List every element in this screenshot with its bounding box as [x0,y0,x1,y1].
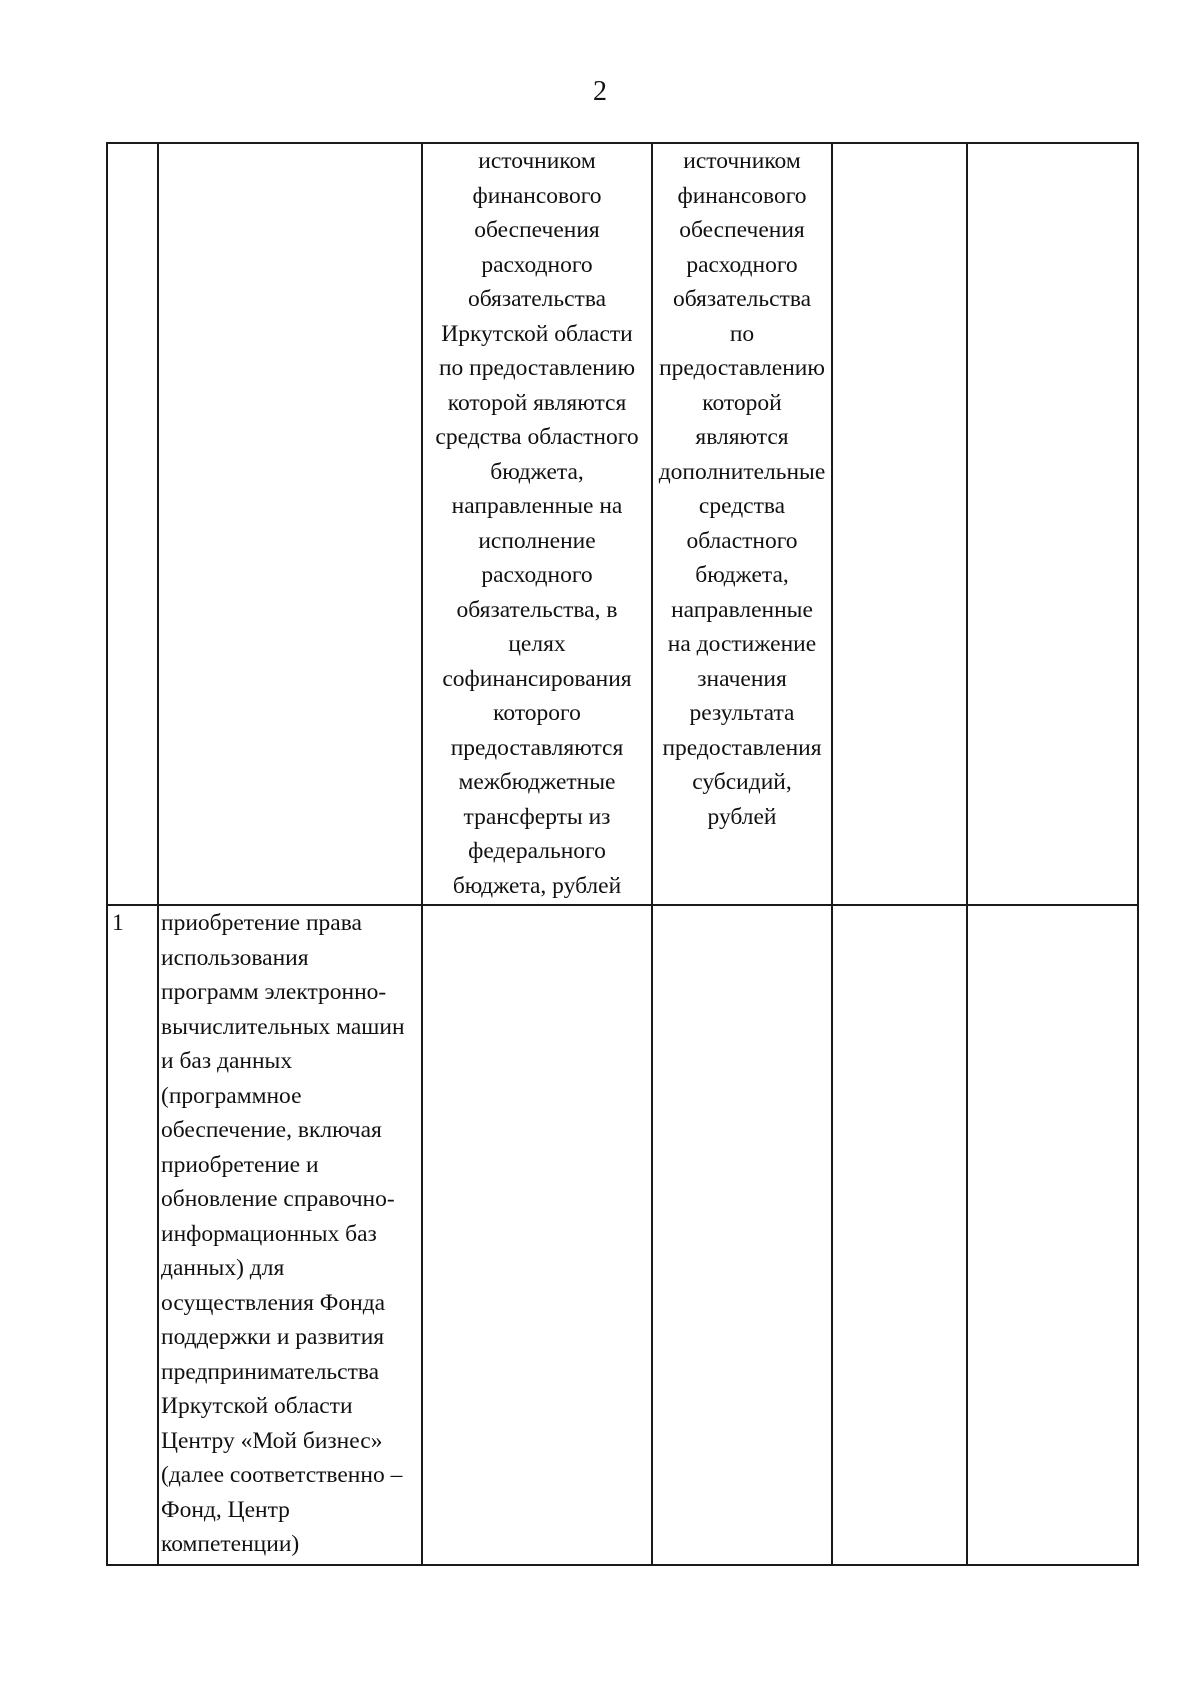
header-cell-number [107,143,158,905]
row-cell-col4 [652,905,832,1565]
page-number: 2 [593,76,607,107]
header-cell-col5 [832,143,967,905]
table-row [107,905,1138,1565]
row-cell-col5 [832,905,967,1565]
row-number: 1 [107,905,158,1565]
row-description: приобретение права использования программ электронно- вычислительных машин и баз данных (программное обеспечение, включая приобретение и обновление справочно- информационных баз данных) для осуществления Фонда поддержки и развития предпринимательства Иркутской области Центру «Мой бизнес» (далее соответственно – Фонд, Центр компетенции) [158,905,422,1565]
subsidy-table [106,142,1139,1566]
header-cell-description [158,143,422,905]
header-cell-additional-regional-funds: источником финансового обеспечения расходного обязательства по предоставлению которой являются дополнительные средства областного бюджета, направленные на достижение значения результата предоставления субсидий, рублей [652,143,832,905]
header-cell-regional-budget-cofinancing: источником финансового обеспечения расходного обязательства Иркутской области по предоставлению которой являются средства областного бюджета, направленные на исполнение расходного обязательства, в целях софинансирования которого предоставляются межбюджетные трансферты из федерального бюджета, рублей [422,143,652,905]
row-cell-col6 [967,905,1138,1565]
table-header-row [107,143,1138,905]
header-cell-col6 [967,143,1138,905]
row-cell-col3 [422,905,652,1565]
